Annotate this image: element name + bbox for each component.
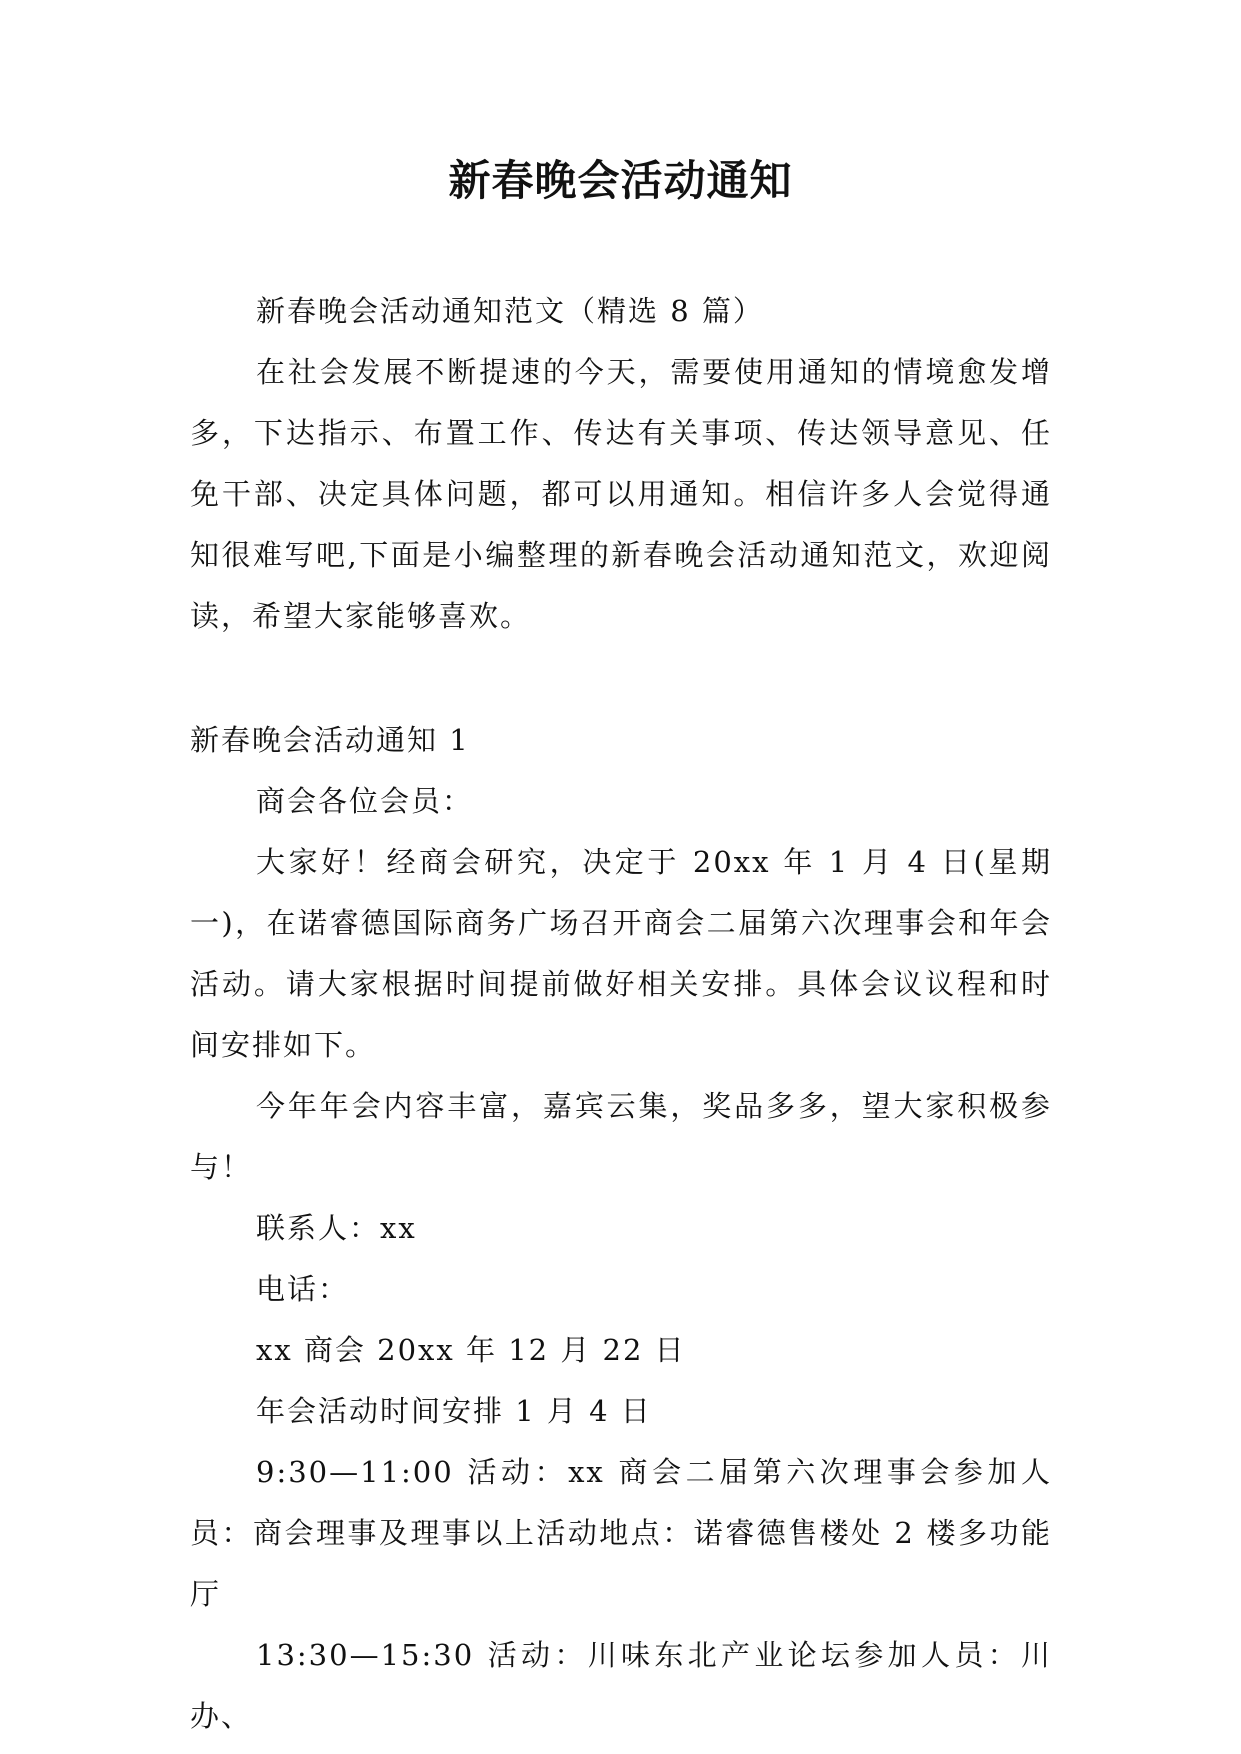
body-paragraph: 今年年会内容丰富，嘉宾云集，奖品多多，望大家积极参与！ [190,1089,1052,1184]
schedule-item: 9:30—11:00 活动：xx 商会二届第六次理事会参加人员：商会理事及理事以上活动地点：诺睿德售楼处 2 楼多功能厅 [190,1455,1052,1611]
phone-line: 电话： [256,1272,350,1306]
schedule-title: 年会活动时间安排 1 月 4 日 [256,1394,652,1428]
section-heading: 新春晚会活动通知 1 [190,723,470,757]
signature-line: xx 商会 20xx 年 12 月 22 日 [256,1333,686,1367]
intro-subtitle: 新春晚会活动通知范文（精选 8 篇） [256,294,764,328]
intro-paragraph: 在社会发展不断提速的今天，需要使用通知的情境愈发增多，下达指示、布置工作、传达有关事项、传达领导意见、任免干部、决定具体问题，都可以用通知。相信许多人会觉得通知很难写吧,下面是小编整理的新春晚会活动通知范文，欢迎阅读，希望大家能够喜欢。 [190,355,1052,633]
schedule-item: 13:30—15:30 活动：川味东北产业论坛参加人员：川办、 [190,1638,1052,1733]
body-paragraph: 大家好！经商会研究，决定于 20xx 年 1 月 4 日(星期一)，在诺睿德国际商务广场召开商会二届第六次理事会和年会活动。请大家根据时间提前做好相关安排。具体会议议程和时间安排如下。 [190,845,1052,1062]
section-1 [190,710,1052,1747]
contact-line: 联系人：xx [256,1211,417,1245]
intro-block [190,281,1052,647]
salutation: 商会各位会员： [256,784,474,818]
page-title: 新春晚会活动通知 [448,156,793,205]
